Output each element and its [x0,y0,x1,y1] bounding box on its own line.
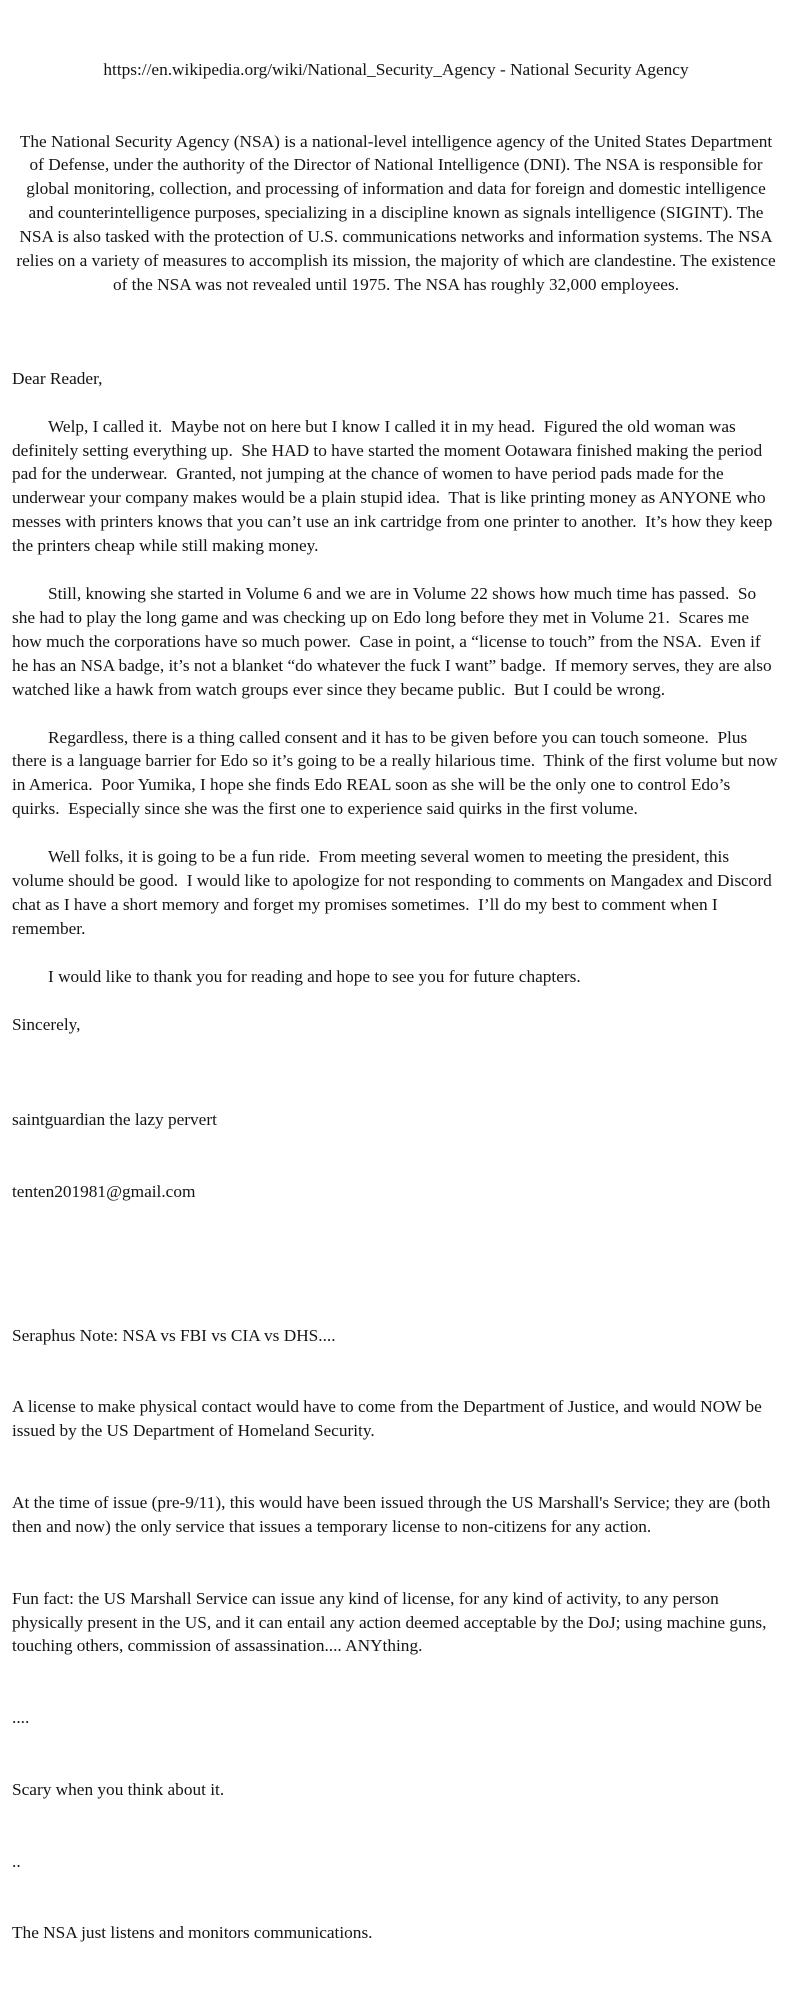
note-line-title: Seraphus Note: NSA vs FBI vs CIA vs DHS.... [12,1325,336,1345]
salutation: Dear Reader, [12,368,103,388]
source-url-line: https://en.wikipedia.org/wiki/National_Security_Agency - National Security Agency [103,59,689,79]
letter-paragraph-4: Well folks, it is going to be a fun ride. From meeting several women to meeting the president, this volume should be good. I would like to apologize for not responding to comments on Mangadex and Discord chat as I have a short memory and forget my promises sometimes. I’ll do my best to comment when I remember. [12,847,777,938]
wikipedia-excerpt-block [12,10,780,345]
signature-name: saintguardian the lazy pervert [12,1110,217,1130]
closing-line: Sincerely, [12,1014,81,1034]
letter-paragraph-3: Regardless, there is a thing called consent and it has to be given before you can touch someone. Plus there is a language barrier for Edo so it’s going to be a really hilarious time. Think of the first volume but now in America. Poor Yumika, I hope she finds Edo REAL soon as she will be the only one to control Edo’s quirks. Especially since she was the first one to experience said quirks in the first volume. [12,727,782,819]
note-line: Fun fact: the US Marshall Service can issue any kind of license, for any kind of activity, to any person physically present in the US, and it can entail any action deemed acceptable by the DoJ; using machine guns, touching others, commission of assassination.... ANYthing. [12,1588,771,1656]
note-line: At the time of issue (pre-9/11), this would have been issued through the US Marshall's Service; they are (both then and now) the only service that issues a temporary license to non-citizens for any action. [12,1493,775,1536]
nsa-summary-text: The National Security Agency (NSA) is a national-level intelligence agency of the United States Department of Defense, under the authority of the Director of National Intelligence (DNI). The NSA is responsible for global monitoring, collection, and processing of information and data for foreign and domestic intelligence and counterintelligence purposes, specializing in a discipline known as signals intelligence (SIGINT). The NSA is also tasked with the protection of U.S. communications networks and information systems. The NSA relies on a variety of measures to accomplish its mission, the majority of which are clandestine. The existence of the NSA was not revealed until 1975. The NSA has roughly 32,000 employees. [16,131,780,294]
note-line-ellipsis: .. [12,1851,21,1871]
note-line: A license to make physical contact would have to come from the Department of Justice, and would NOW be issued by the US Department of Homeland Security. [12,1397,767,1441]
letter-paragraph-1: Welp, I called it. Maybe not on here but I know I called it in my head. Figured the old woman was definitely setting everything up. She HAD to have started the moment Ootawara finished making the period pad for the underwear. Granted, not jumping at the chance of women to have period pads made for the underwear your company makes would be a plain stupid idea. That is like printing money as ANYONE who messes with printers knows that you can’t use an ink cartridge from one printer to another. It’s how they keep the printers cheap while still making money. [12,416,777,556]
note-line-ellipsis: .... [12,1708,30,1728]
signature-email: tenten201981@gmail.com [12,1182,196,1202]
signature-block [12,1061,780,1252]
letter-paragraph-2: Still, knowing she started in Volume 6 and we are in Volume 22 shows how much time has passed. So she had to play the long game and was checking up on Edo long before they met in Volume 21. Scares me how much the corporations have so much power. Case in point, a “license to touch” from the NSA. Even if he has an NSA badge, it’s not a blanket “do whatever the fuck I want” badge. If memory serves, they are also watched like a hawk from watch groups ever since they became public. But I could be wrong. [12,584,776,699]
note-line: The NSA just listens and monitors communications. [12,1923,373,1943]
note-line: Scary when you think about it. [12,1779,225,1799]
letter-paragraph-5: I would like to thank you for reading and hope to see you for future chapters. [48,966,581,986]
seraphus-note-block [12,1276,780,1993]
